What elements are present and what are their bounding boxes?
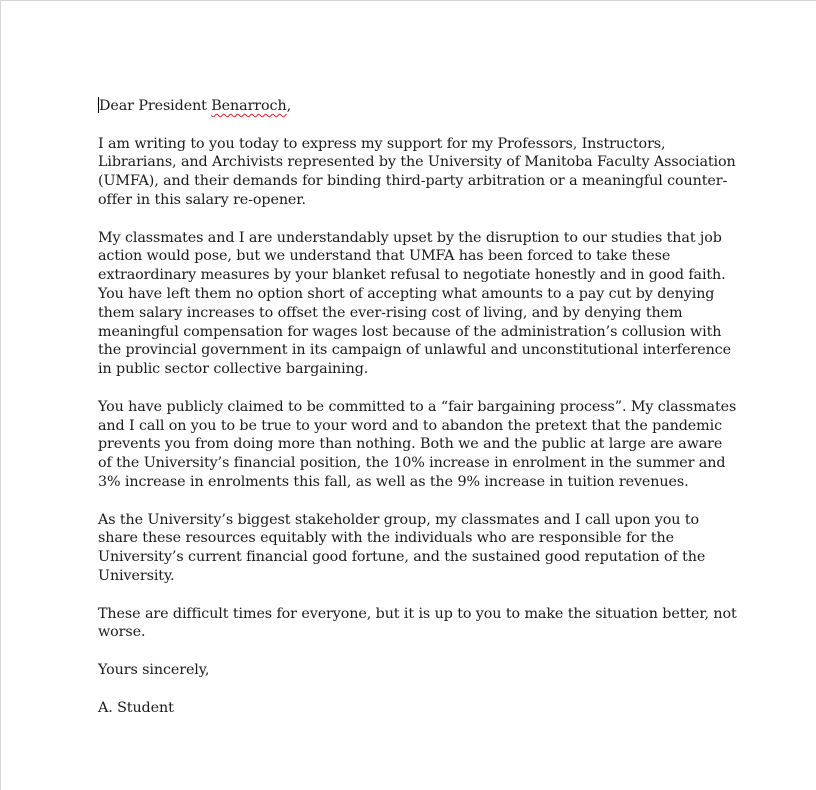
paragraph-1[interactable]: I am writing to you today to express my support for my Professors, Instructors, Librarians, and Archivists represented by the University of Manitoba Faculty Association (UMFA), and their demands for binding third-party arbitration or a meaningful counter-offer in this salary re-opener. xyxy=(98,135,736,208)
paragraph-5[interactable]: These are difficult times for everyone, but it is up to you to make the situation better, not worse. xyxy=(98,605,737,641)
paragraph-2[interactable]: My classmates and I are understandably upset by the disruption to our studies that job action would pose, but we understand that UMFA has been forced to take these extraordinary measures by your blanket refusal to negotiate honestly and in good faith. You have left them no option short of accepting what amounts to a pay cut by denying them salary increases to offset the ever-rising cost of living, and by denying them meaningful compensation for wages lost because of the administration’s collusion with the provincial government in its campaign of unlawful and unconstitutional interference in public sector collective bargaining. xyxy=(98,229,731,378)
signature[interactable]: A. Student xyxy=(98,699,174,716)
salutation[interactable] xyxy=(98,97,738,116)
document-body[interactable] xyxy=(98,97,738,736)
paragraph-4[interactable]: As the University’s biggest stakeholder group, my classmates and I call upon you to share these resources equitably with the individuals who are responsible for the University’s current financial good fortune, and the sustained good reputation of the University. xyxy=(98,511,706,584)
salutation-prefix: Dear President xyxy=(99,98,212,114)
closing[interactable]: Yours sincerely, xyxy=(98,661,210,678)
paragraph-3[interactable]: You have publicly claimed to be committed to a “fair bargaining process”. My classmates and I call on you to be true to your word and to abandon the pretext that the pandemic prevents you from doing more than nothing. Both we and the public at large are aware of the University’s financial position, the 10% increase in enrolment in the summer and 3% increase in enrolments this fall, as well as the 9% increase in tuition revenues. xyxy=(98,398,737,490)
misspelled-word[interactable]: Benarroch xyxy=(211,98,287,114)
salutation-suffix: , xyxy=(286,98,292,114)
